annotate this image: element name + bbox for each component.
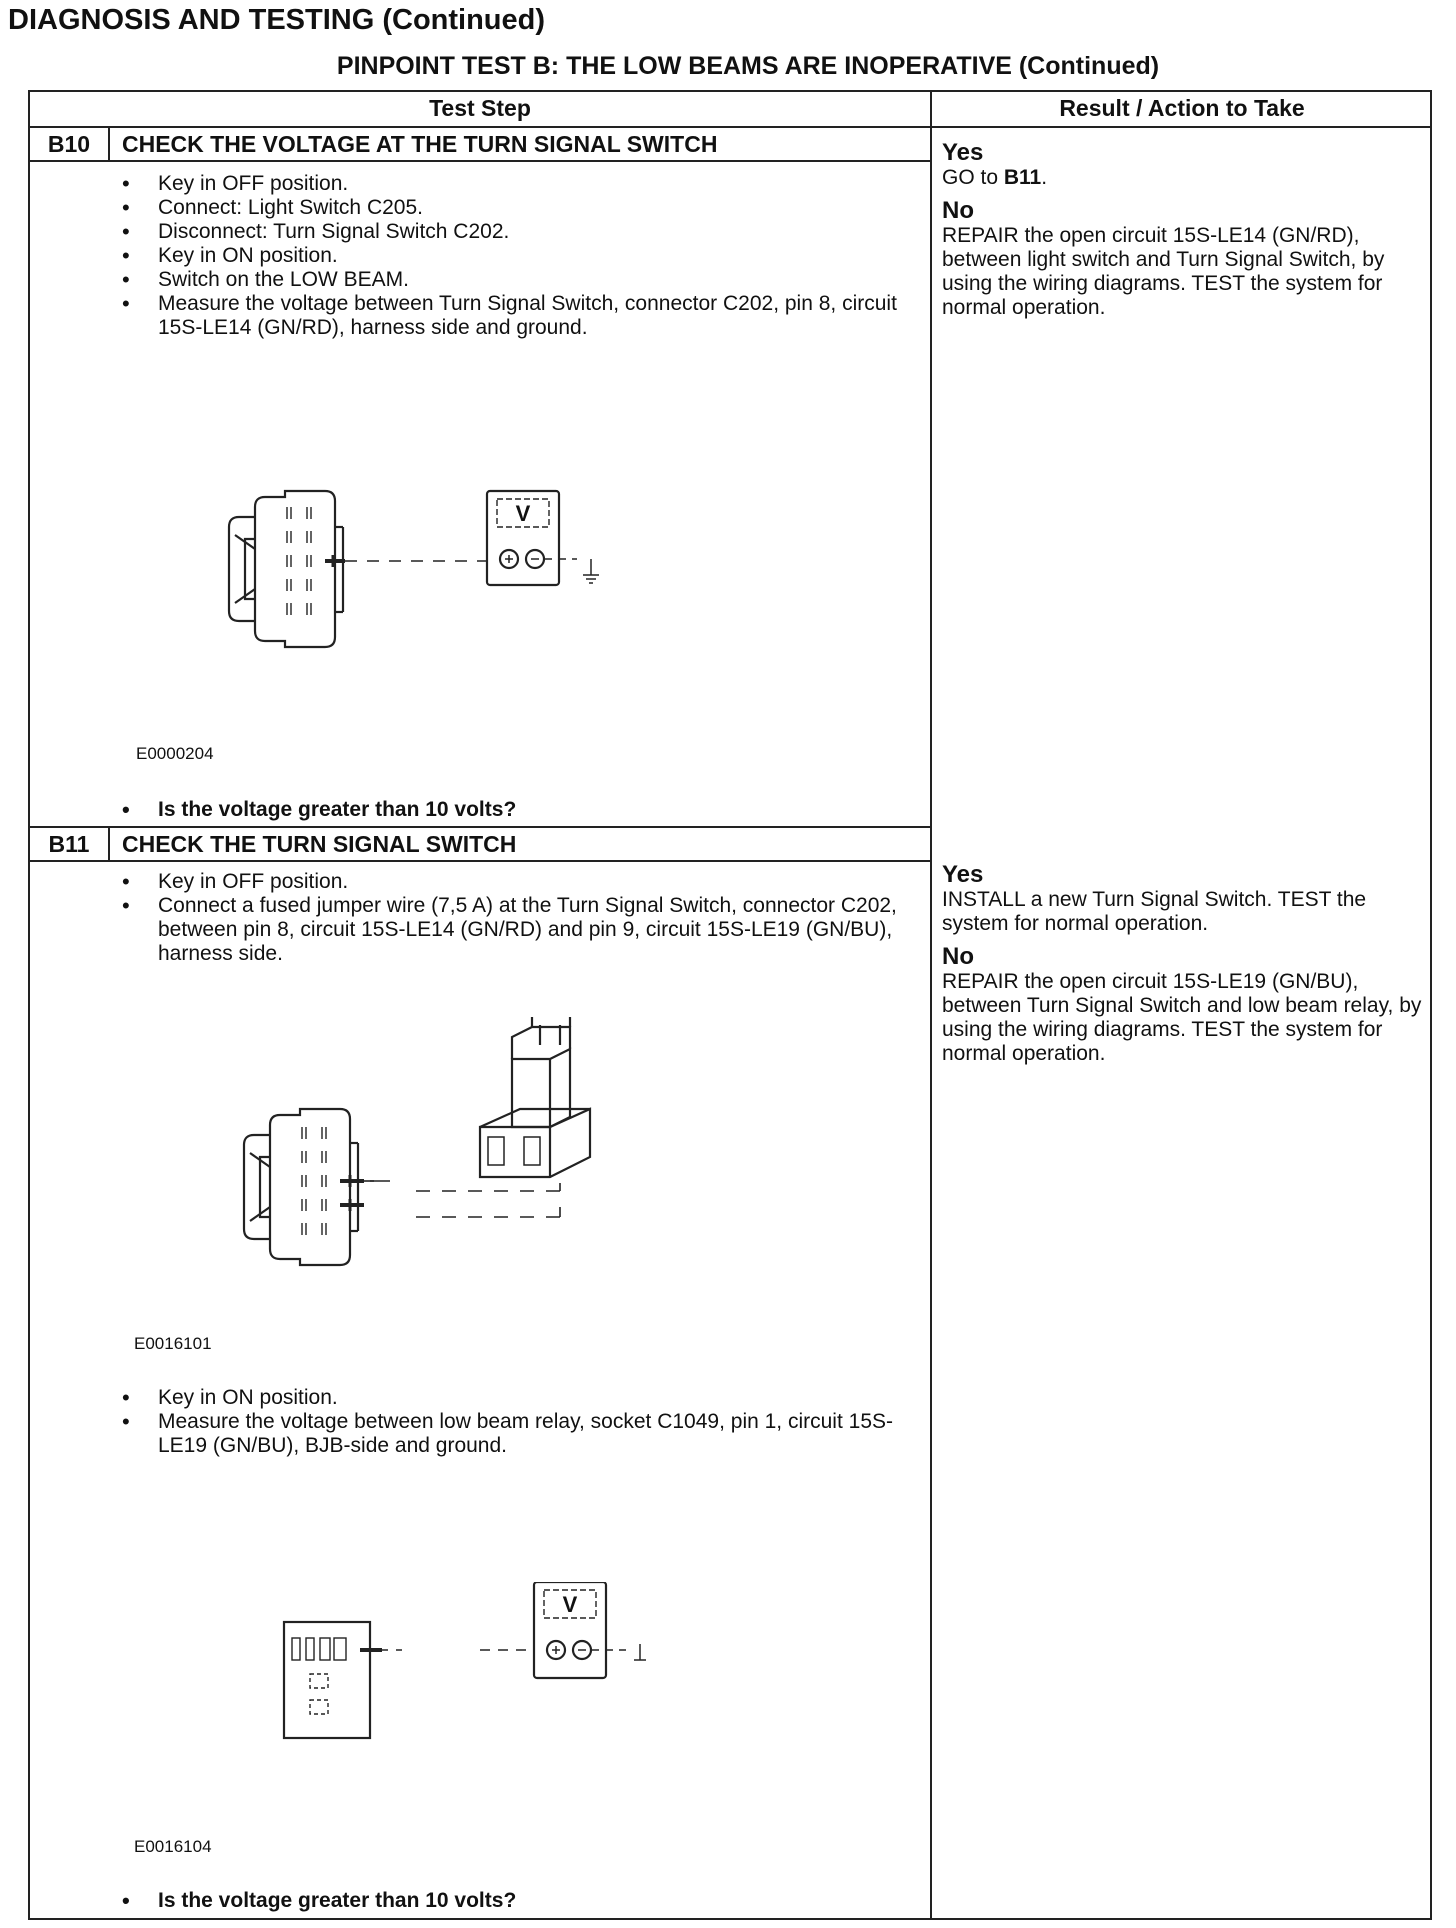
page-subheading: PINPOINT TEST B: THE LOW BEAMS ARE INOPERATIVE (Continued) [336, 52, 1160, 80]
list-item: • Key in ON position. [122, 1386, 912, 1410]
step-id-b11: B11 [30, 828, 110, 860]
b11-question [122, 1889, 902, 1913]
question-b10: • Is the voltage greater than 10 volts? [122, 798, 902, 822]
b11-instructions-a [122, 870, 902, 966]
result-b11 [942, 862, 1422, 1074]
figure-id-b10: E0000204 [136, 744, 214, 763]
voltmeter-label: V [515, 501, 531, 526]
yes-label-b10: Yes [942, 139, 984, 166]
pinpoint-test-table [28, 90, 1432, 1920]
list-item: • Measure the voltage between Turn Signal Switch, connector C202, pin 8, circuit 15S-LE14 (GN/RD), harness side and ground. [122, 292, 902, 340]
list-item: • Connect: Light Switch C205. [122, 196, 902, 220]
yes-label-b11: Yes [942, 861, 984, 888]
list-item: • Measure the voltage between low beam relay, socket C1049, pin 1, circuit 15S-LE19 (GN/BU), BJB-side and ground. [122, 1410, 912, 1458]
no-text-b11: REPAIR the open circuit 15S-LE19 (GN/BU), between Turn Signal Switch and low beam relay, by using the wiring diagrams. TEST the system for normal operation. [942, 970, 1422, 1065]
list-item: • Switch on the LOW BEAM. [122, 268, 902, 292]
header-result-action: Result / Action to Take [1059, 95, 1305, 121]
b10-question [122, 798, 902, 822]
column-divider [930, 92, 932, 1918]
no-label-b11: No [942, 943, 974, 970]
figure-id-b11-b: E0016104 [134, 1837, 212, 1856]
question-b11: • Is the voltage greater than 10 volts? [122, 1889, 902, 1913]
b11-instructions-b [122, 1386, 912, 1458]
step-row-b11 [30, 826, 930, 862]
step-ref-b11: B11 [1003, 166, 1042, 189]
step-row-b10 [30, 126, 930, 162]
no-text-b10: REPAIR the open circuit 15S-LE14 (GN/RD), between light switch and Turn Signal Switch, by using the wiring diagrams. TEST the system for normal operation. [942, 224, 1385, 319]
figure-id-b11-a: E0016101 [134, 1334, 212, 1353]
yes-text-b11: INSTALL a new Turn Signal Switch. TEST the system for normal operation. [942, 888, 1367, 935]
list-item: • Disconnect: Turn Signal Switch C202. [122, 220, 902, 244]
page-heading: DIAGNOSIS AND TESTING (Continued) [8, 4, 546, 36]
list-item: • Key in OFF position. [122, 870, 902, 894]
header-test-step: Test Step [429, 95, 531, 121]
result-b10 [942, 140, 1422, 328]
list-item: • Key in OFF position. [122, 172, 902, 196]
b10-instructions [122, 172, 902, 340]
connector-voltmeter-diagram-b10 [225, 487, 645, 662]
connector-jumper-diagram-b11 [240, 1017, 720, 1277]
step-id-b10: B10 [30, 128, 110, 160]
no-label-b10: No [942, 197, 974, 224]
table-header-row [30, 92, 1430, 128]
step-title-b10: CHECK THE VOLTAGE AT THE TURN SIGNAL SWITCH [122, 131, 718, 157]
yes-text-b10: GO to B11. [942, 166, 1048, 189]
list-item: • Connect a fused jumper wire (7,5 A) at the Turn Signal Switch, connector C202, between pin 8, circuit 15S-LE14 (GN/RD) and pin 9, circuit 15S-LE19 (GN/BU), harness side. [122, 894, 902, 966]
step-title-b11: CHECK THE TURN SIGNAL SWITCH [122, 831, 517, 857]
voltmeter-label: V [562, 1592, 578, 1617]
relay-socket-voltmeter-diagram-b11 [280, 1582, 700, 1742]
list-item: • Key in ON position. [122, 244, 902, 268]
